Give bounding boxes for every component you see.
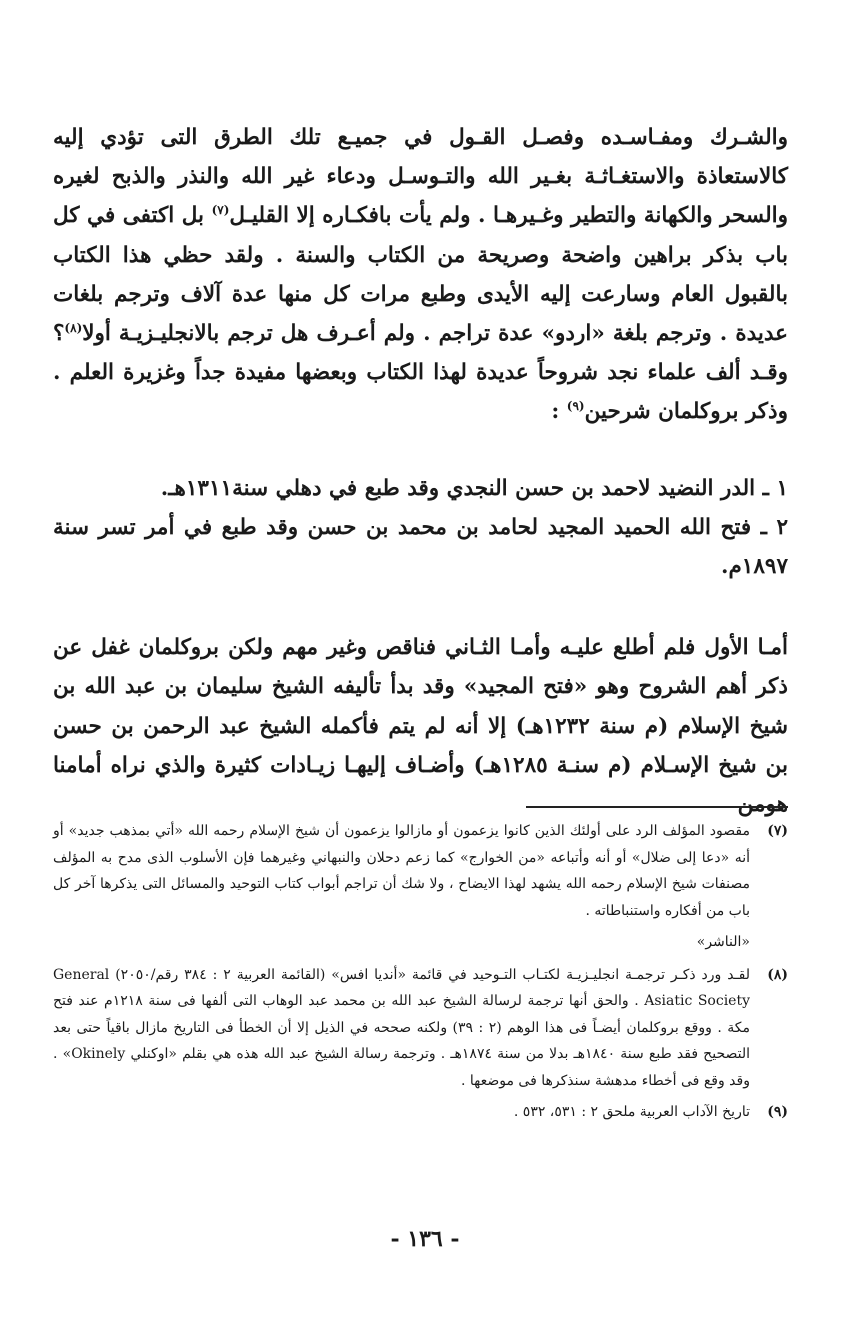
page-number: - ١٣٦ -	[390, 1226, 460, 1252]
footnote-ref-8: (٨)	[64, 320, 83, 335]
paragraph-2: أمـا الأول فلم أطلع عليـه وأمـا الثـاني فناقص وغير مهم ولكن بروكلمان غفل عن ذكر أهم الشروح وهو «فتح المجيد» وقد بدأ تأليفه الشيخ سليمان بن عبد الله بن شيخ الإسلام (م سنة ١٢٣٢هـ) إلا أنه لم يتم فأكمله الشيخ عبد الرحمن بن حسن بن شيخ الإسـلام (م سنـة ١٢٨٥هـ) وأضـاف إليهـا زيـادات كثيرة والذي نراه أمامنا هومن	[53, 635, 788, 818]
commentary-list	[53, 469, 788, 587]
footnote-divider	[526, 806, 788, 808]
footnote-text: مقصود المؤلف الرد على أولئك الذين كانوا يزعمون أو مازالوا يزعمون أن شيخ الإسلام رحمه الله «أتي بمذهب جديد» أو أنه «دعا إلى ضلال» أو أنه وأتباعه «من الخوارج» كما زعم دحلان والنبهاني وغيرهما فإن الأسلوب الذى مدح به المؤلف مصنفات شيخ الإسلام رحمه الله يشهد لهذا الايضاح ، ولا شك أن تراجم أبواب كتاب التوحيد والمسائل التى يذكرها آخر كل باب من أفكاره واستنباطاته .	[53, 823, 750, 919]
main-text	[53, 118, 788, 824]
footnote-8	[53, 962, 788, 1095]
footnote-7	[53, 818, 788, 924]
footnotes	[53, 818, 788, 1131]
footnote-number: (٨)	[767, 966, 788, 983]
footnote-number: (٧)	[767, 823, 788, 839]
footnote-ref-9: (٩)	[566, 399, 585, 414]
footnote-number: (٩)	[767, 1104, 788, 1120]
footnote-9	[53, 1099, 788, 1126]
list-item: ٢ ـ فتح الله الحميد المجيد لحامد بن محمد بن حسن وقد طبع في أمر تسر سنة ١٨٩٧م.	[53, 514, 788, 580]
footnote-text: تاريخ الآداب العربية ملحق ٢ : ٥٣١، ٥٣٢ .	[513, 1104, 750, 1120]
footnote-ref-7: (٧)	[211, 203, 230, 218]
paragraph-1	[53, 118, 788, 432]
publisher-note: «الناشر»	[696, 934, 750, 950]
list-item: ١ ـ الدر النضيد لاحمد بن حسن النجدي وقد طبع في دهلي سنة١٣١١هـ.	[160, 475, 788, 501]
paragraph-1-part-b: بل اكتفى في كل باب بذكر براهين واضحة وصريحة من الكتاب والسنة . ولقد حظي هذا الكتاب بالقبول العام وسارعت إليه الأيدى وطبع مرات كل منها عدة آلاف وترجم بلغات عديدة . وترجم بلغة «اردو» عدة تراجم . ولم أعـرف هل ترجم بالانجليـزيـة أولا	[53, 203, 788, 347]
paragraph-1-end: :	[551, 399, 567, 425]
paragraph-1-part-c: ؟ وقـد ألف علماء نجد شروحاً عديدة لهذا الكتاب وبعضها مفيدة جداً وغزيرة العلم . وذكر بروكلمان شرحين	[53, 321, 788, 425]
paragraph-1-part-a: والشـرك ومفـاسـده وفصـل القـول في جميـع تلك الطرق التى تؤدي إليه كالاستعاذة والاستغـاثـة بغـير الله والتـوسـل ودعاء غير الله والنذر والذبح لغيره والسحر والكهانة والتطير وغـيرهـا . ولم يأت بافكـاره إلا القليـل	[53, 125, 789, 229]
footnote-text: لقـد ورد ذكـر ترجمـة انجليـزيـة لكتـاب التـوحيد في قائمة «أنديا افس» (القائمة العربية ٢ : ٣٨٤ رقم/٢٠٥٠) General Asiatic Society . والحق أنها ترجمة لرسالة الشيخ عبد الله بن محمد عبد الوهاب التى ألفها فى سنة ١٢١٨م عند فتح مكة . ووقع بروكلمان أيضـاً فى هذا الوهم (٢ : ٣٩) ولكنه صححه في الذيل إلا أن الخطأ فى التاريخ مازال باقياً حتى بعد التصحيح فقد طبع سنة ١٨٤٠هـ بدلا من سنة ١٨٧٤هـ . وترجمة رسالة الشيخ عبد الله هذه هي بقلم «اوكنلي Okinely» . وقد وقع فى أخطاء مدهشة سنذكرها فى موضعها .	[53, 966, 751, 1089]
